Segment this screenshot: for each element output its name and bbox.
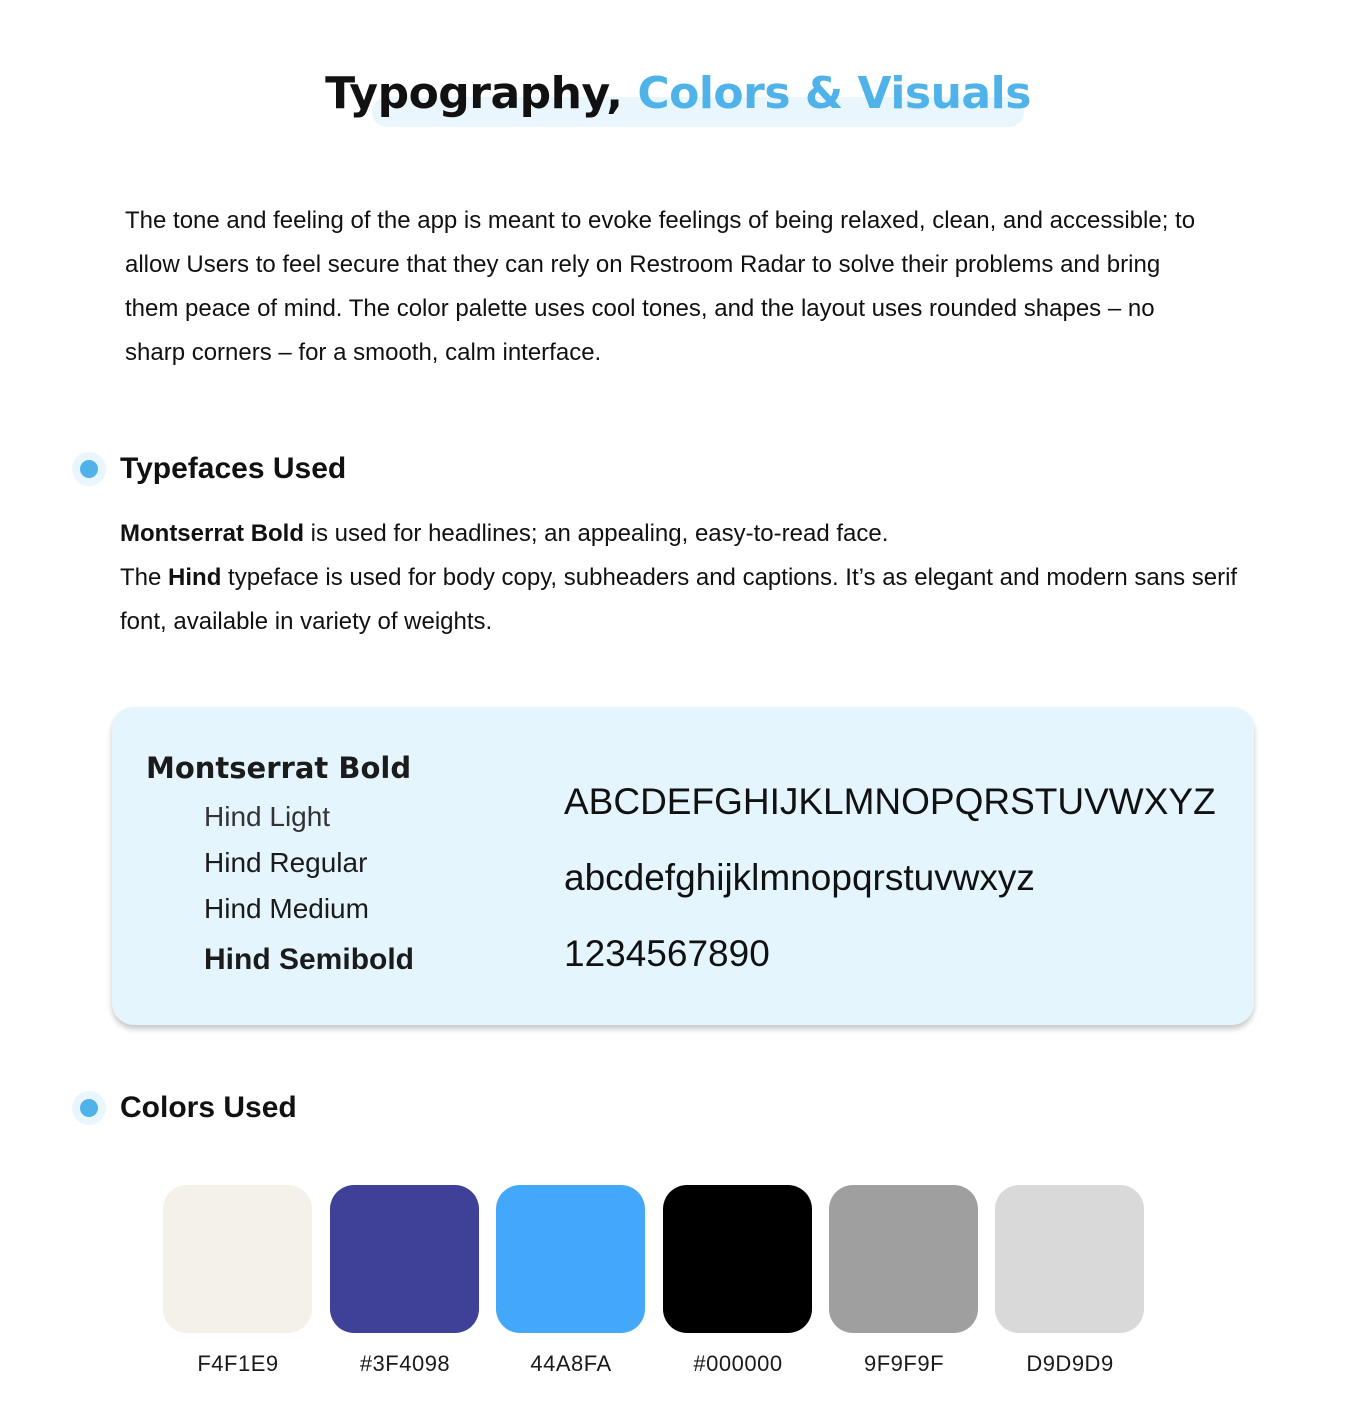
bullet-dot-icon [72,1091,106,1125]
swatch-item [995,1185,1145,1377]
page-title [0,66,1356,122]
colors-heading: Colors Used [120,1091,297,1124]
font-hind-regular: Hind Regular [204,847,368,878]
title-plain: Typography, [325,68,638,119]
intro-paragraph: The tone and feeling of the app is meant to evoke feelings of being relaxed, clean, and accessible; to allow Users to feel secure that they can rely on Restroom Radar to solve their problems and bring them peace of mind. The color palette uses cool tones, and the layout uses rounded shapes – no sharp corners – for a smooth, calm interface. [125,207,1196,366]
typeface-line-2 [120,556,1260,644]
typefaces-heading: Typefaces Used [120,452,347,485]
typefaces-description [120,512,1260,644]
colors-section-heading [72,1090,297,1126]
type-specimen-card [112,707,1254,1025]
color-swatch [663,1185,812,1333]
sample-numbers: 1234567890 [564,933,770,974]
typeface-line-2-text: typeface is used for body copy, subheaders and captions. It’s as elegant and modern sans serif font, available in variety of weights. [120,564,1238,635]
typeface-line-1 [120,512,1260,556]
color-swatch [496,1185,645,1333]
bullet-dot-icon [72,452,106,486]
typeface-name-montserrat: Montserrat Bold [120,520,305,547]
font-hind-semibold: Hind Semibold [204,943,414,976]
color-swatch [330,1185,479,1333]
font-hind-medium: Hind Medium [204,893,369,924]
title-block [0,66,1356,122]
swatch-label: F4F1E9 [197,1351,279,1376]
font-hind-light: Hind Light [204,801,331,832]
typeface-line-1-text: is used for headlines; an appealing, easy-to-read face. [304,520,889,547]
typefaces-section-heading [72,451,346,487]
swatch-label: #000000 [693,1351,783,1376]
typeface-line-2-pre: The [120,564,169,591]
color-swatch [163,1185,312,1333]
swatch-item [330,1185,480,1377]
swatch-label: #3F4098 [359,1351,451,1376]
swatch-label: 44A8FA [530,1351,612,1376]
swatch-item [496,1185,646,1377]
swatch-item [163,1185,313,1377]
font-montserrat-bold: Montserrat Bold [146,751,412,785]
swatch-item [829,1185,979,1377]
swatch-label: D9D9D9 [1026,1351,1114,1376]
swatch-item [663,1185,813,1377]
sample-lowercase: abcdefghijklmnopqrstuvwxyz [564,857,1035,898]
color-swatch [829,1185,978,1333]
swatch-label: 9F9F9F [863,1351,945,1376]
sample-uppercase: ABCDEFGHIJKLMNOPQRSTUVWXYZ [564,781,1216,822]
color-swatch [995,1185,1144,1333]
title-accent: Colors & Visuals [637,68,1031,119]
typeface-name-hind: Hind [168,564,222,591]
